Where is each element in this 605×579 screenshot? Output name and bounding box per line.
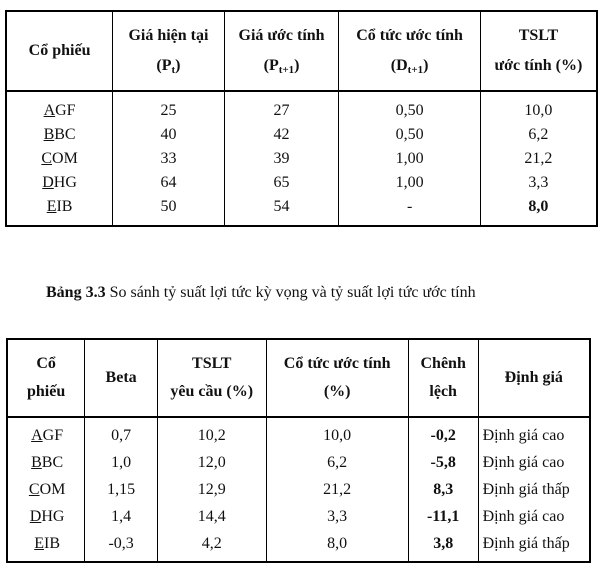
table-row <box>7 449 590 476</box>
stock-code: BBC <box>6 123 113 147</box>
estimated-dividend: 21,2 <box>266 476 408 503</box>
current-price: 64 <box>113 171 225 195</box>
caption-label: Bảng 3.3 <box>46 284 106 301</box>
required-return: 14,4 <box>157 503 266 530</box>
estimated-return: 6,2 <box>480 123 597 147</box>
valuation: Định giá cao <box>478 449 590 476</box>
stock-code: DHG <box>6 171 113 195</box>
required-return: 4,2 <box>157 530 266 562</box>
header-row <box>7 339 590 417</box>
estimated-dividend: 3,3 <box>266 503 408 530</box>
header-estimated-dividend: Cổ tức ước tính $(D_{t+1})$ <box>339 11 480 91</box>
estimated-price: 54 <box>224 195 339 226</box>
estimated-return: 3,3 <box>480 171 597 195</box>
header-row <box>6 11 597 91</box>
valuation: Định giá cao <box>478 503 590 530</box>
estimated-dividend: 0,50 <box>339 123 480 147</box>
stock-code: BBC <box>7 449 85 476</box>
valuation-comparison-table <box>6 338 591 563</box>
estimated-dividend: 0,50 <box>339 91 480 123</box>
current-price: 50 <box>113 195 225 226</box>
stock-code: EIB <box>6 195 113 226</box>
beta: 1,4 <box>85 503 158 530</box>
table-caption <box>46 284 476 302</box>
beta: 1,15 <box>85 476 158 503</box>
table-row <box>6 147 597 171</box>
difference: 8,3 <box>408 476 478 503</box>
estimated-return: 8,0 <box>480 195 597 226</box>
current-price: 40 <box>113 123 225 147</box>
header-required-return: TSLT yêu cầu (%) <box>157 339 266 417</box>
caption-text: So sánh tỷ suất lợi tức kỳ vọng và tỷ suất lợi tức ước tính <box>105 284 476 301</box>
estimated-dividend: - <box>339 195 480 226</box>
beta: 1,0 <box>85 449 158 476</box>
current-price: 25 <box>113 91 225 123</box>
header-estimated-price: Giá ước tính $(P_{t+1})$ <box>224 11 339 91</box>
header-estimated-return: TSLT ước tính (%) <box>480 11 597 91</box>
header-difference: Chênh lệch <box>408 339 478 417</box>
estimated-dividend: 10,0 <box>266 417 408 449</box>
table-row <box>6 91 597 123</box>
stock-code: AGF <box>6 91 113 123</box>
header-valuation: Định giá <box>478 339 590 417</box>
current-price: 33 <box>113 147 225 171</box>
required-return: 12,0 <box>157 449 266 476</box>
valuation: Định giá thấp <box>478 530 590 562</box>
difference: -11,1 <box>408 503 478 530</box>
table-row <box>7 417 590 449</box>
header-stock: Cổ phiếu <box>7 339 85 417</box>
difference: 3,8 <box>408 530 478 562</box>
estimated-return: 21,2 <box>480 147 597 171</box>
stock-code: EIB <box>7 530 85 562</box>
difference: -5,8 <box>408 449 478 476</box>
estimated-dividend: 8,0 <box>266 530 408 562</box>
table-row <box>7 503 590 530</box>
table-row <box>6 123 597 147</box>
estimated-price: 27 <box>224 91 339 123</box>
header-stock: Cổ phiếu <box>6 11 113 91</box>
header-estimated-dividend: Cổ tức ước tính (%) <box>266 339 408 417</box>
required-return: 12,9 <box>157 476 266 503</box>
table-row <box>7 530 590 562</box>
table-row <box>7 476 590 503</box>
difference: -0,2 <box>408 417 478 449</box>
valuation: Định giá thấp <box>478 476 590 503</box>
estimated-return-table <box>5 10 598 227</box>
estimated-price: 39 <box>224 147 339 171</box>
stock-code: DHG <box>7 503 85 530</box>
estimated-price: 42 <box>224 123 339 147</box>
stock-code: AGF <box>7 417 85 449</box>
stock-code: COM <box>7 476 85 503</box>
valuation: Định giá cao <box>478 417 590 449</box>
table-row <box>6 171 597 195</box>
estimated-dividend: 1,00 <box>339 171 480 195</box>
stock-code: COM <box>6 147 113 171</box>
estimated-return: 10,0 <box>480 91 597 123</box>
estimated-dividend: 6,2 <box>266 449 408 476</box>
estimated-price: 65 <box>224 171 339 195</box>
header-current-price: Giá hiện tại $(P_t)$ <box>113 11 225 91</box>
beta: 0,7 <box>85 417 158 449</box>
header-beta: Beta <box>85 339 158 417</box>
table-row <box>6 195 597 226</box>
estimated-dividend: 1,00 <box>339 147 480 171</box>
required-return: 10,2 <box>157 417 266 449</box>
beta: -0,3 <box>85 530 158 562</box>
